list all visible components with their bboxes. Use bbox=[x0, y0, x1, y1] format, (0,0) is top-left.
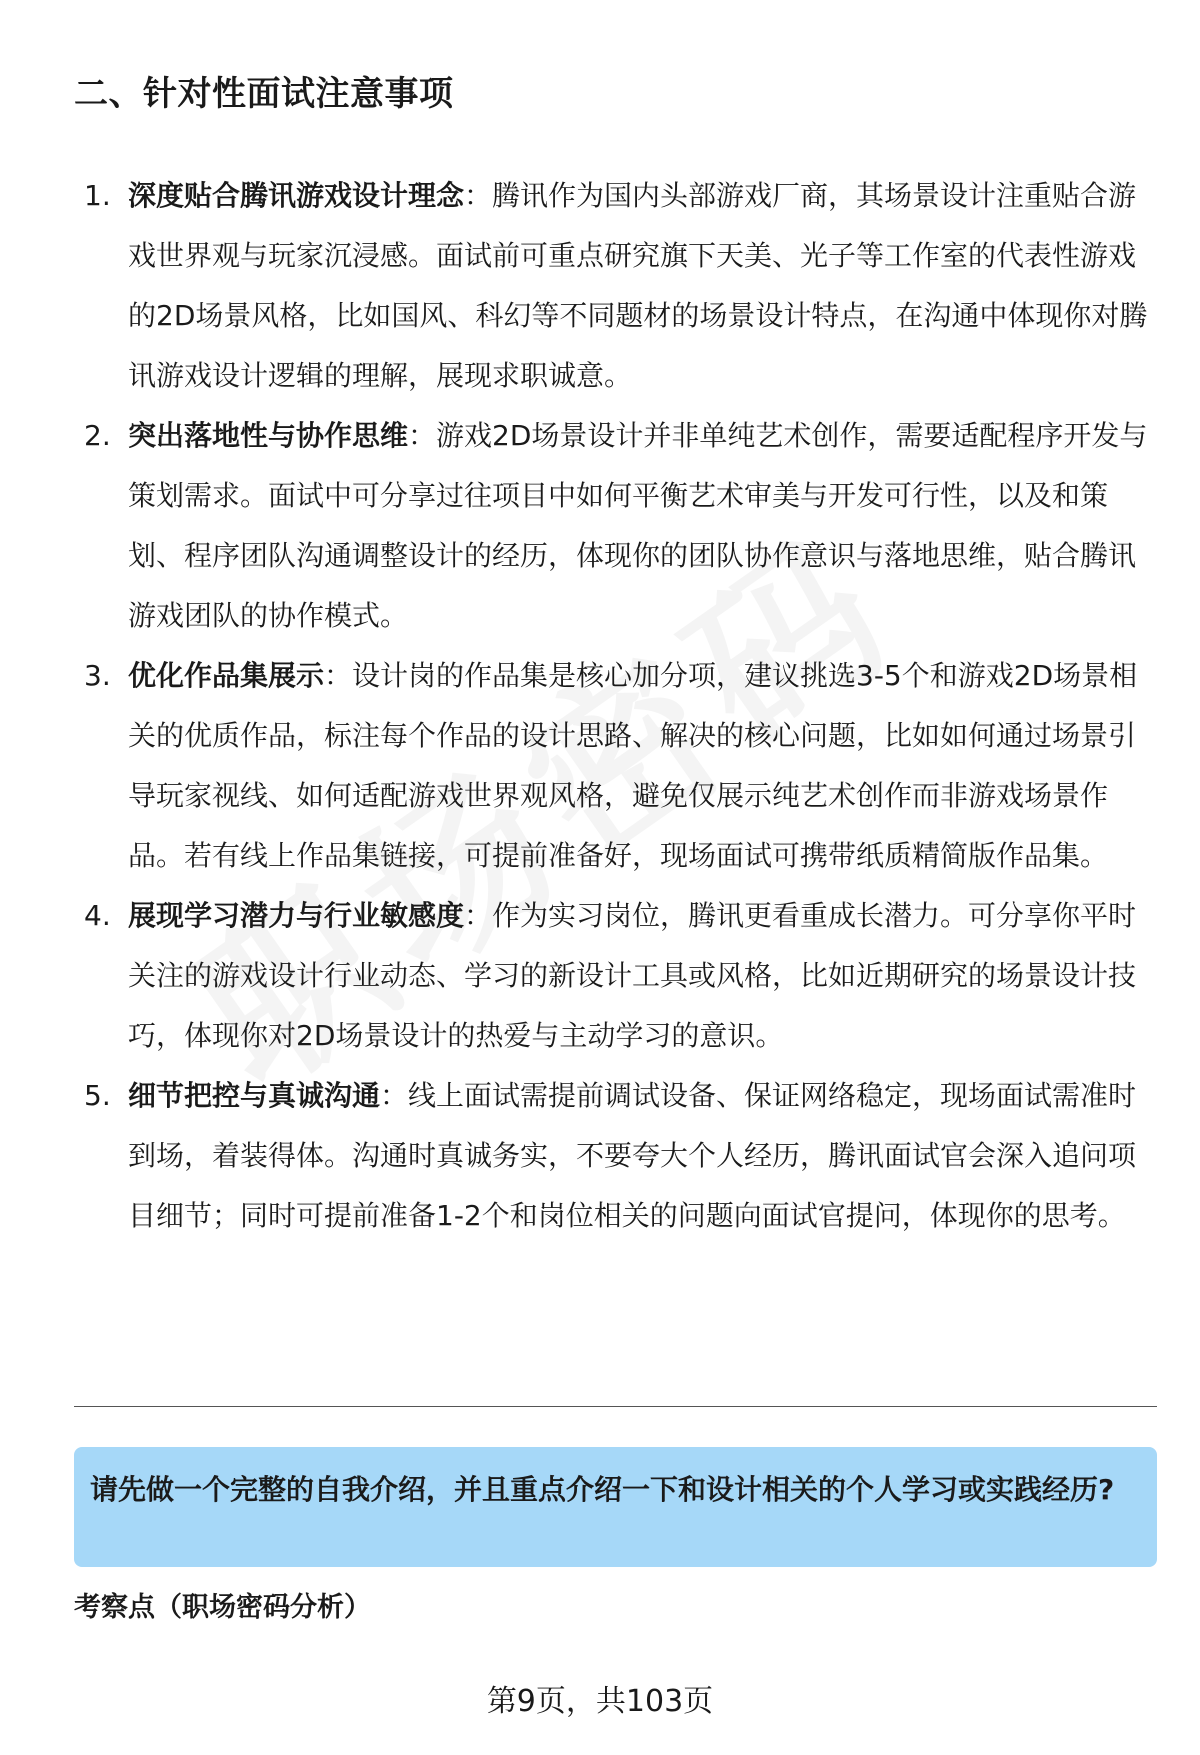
list-item-heading: 优化作品集展示 bbox=[128, 659, 325, 692]
list-item-body: ：线上面试需提前调试设备、保证网络稳定，现场面试需准时到场，着装得体。沟通时真诚务实，不要夸大个人经历，腾讯面试官会深入追问项目细节；同时可提前准备1-2个和岗位相关的问题向面试官提问，体现你的思考。 bbox=[128, 1079, 1137, 1232]
subheading: 考察点（职场密码分析） bbox=[74, 1592, 371, 1623]
list-item-body: ：游戏2D场景设计并非单纯艺术创作，需要适配程序开发与策划需求。面试中可分享过往项目中如何平衡艺术审美与开发可行性，以及和策划、程序团队沟通调整设计的经历，体现你的团队协作意识与落地思维，贴合腾讯游戏团队的协作模式。 bbox=[128, 419, 1148, 632]
list-item-body: ：设计岗的作品集是核心加分项，建议挑选3-5个和游戏2D场景相关的优质作品，标注每个作品的设计思路、解决的核心问题，比如如何通过场景引导玩家视线、如何适配游戏世界观风格，避免仅展示纯艺术创作而非游戏场景作品。若有线上作品集链接，可提前准备好，现场面试可携带纸质精简版作品集。 bbox=[128, 659, 1138, 872]
list-number: 2. bbox=[84, 419, 111, 452]
question-box bbox=[74, 1447, 1157, 1567]
list-number: 5. bbox=[84, 1079, 111, 1112]
list-number: 4. bbox=[84, 899, 111, 932]
list-item-heading: 展现学习潜力与行业敏感度 bbox=[128, 899, 465, 932]
notes-list bbox=[74, 166, 1154, 1246]
list-item bbox=[74, 1066, 1154, 1246]
list-item bbox=[74, 166, 1154, 406]
list-number: 1. bbox=[84, 179, 111, 212]
list-item-body: ：作为实习岗位，腾讯更看重成长潜力。可分享你平时关注的游戏设计行业动态、学习的新设计工具或风格，比如近期研究的场景设计技巧，体现你对2D场景设计的热爱与主动学习的意识。 bbox=[128, 899, 1137, 1052]
list-number: 3. bbox=[84, 659, 111, 692]
divider bbox=[74, 1406, 1157, 1407]
list-item bbox=[74, 646, 1154, 886]
list-item-heading: 细节把控与真诚沟通 bbox=[128, 1079, 381, 1112]
question-text: 请先做一个完整的自我介绍，并且重点介绍一下和设计相关的个人学习或实践经历? bbox=[90, 1473, 1115, 1506]
list-item bbox=[74, 886, 1154, 1066]
section-title: 二、针对性面试注意事项 bbox=[74, 74, 454, 114]
list-item bbox=[74, 406, 1154, 646]
list-item-body: ：腾讯作为国内头部游戏厂商，其场景设计注重贴合游戏世界观与玩家沉浸感。面试前可重点研究旗下天美、光子等工作室的代表性游戏的2D场景风格，比如国风、科幻等不同题材的场景设计特点，在沟通中体现你对腾讯游戏设计逻辑的理解，展现求职诚意。 bbox=[128, 179, 1148, 392]
list-item-heading: 深度贴合腾讯游戏设计理念 bbox=[128, 179, 465, 212]
page-number: 第9页，共103页 bbox=[486, 1684, 714, 1719]
list-item-heading: 突出落地性与协作思维 bbox=[128, 419, 409, 452]
